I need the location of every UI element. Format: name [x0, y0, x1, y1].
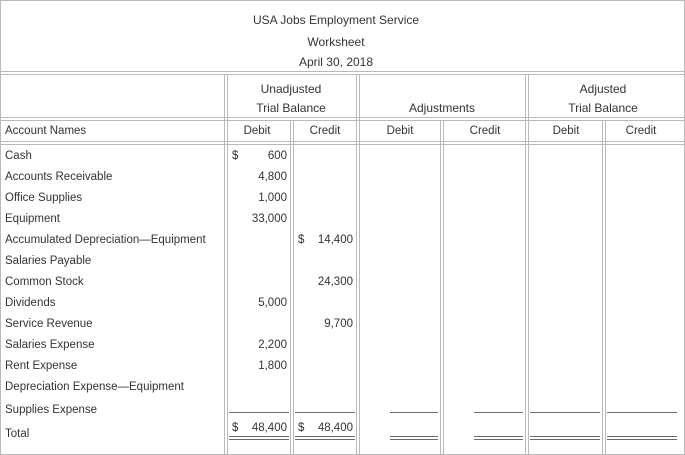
frame-left: [0, 0, 1, 455]
col-sep: [359, 74, 360, 455]
column-header-divider-2: [0, 144, 685, 145]
col-sep: [528, 74, 529, 455]
account-name: Dividends: [5, 297, 56, 309]
col-sep: [440, 120, 441, 455]
currency-symbol: $: [298, 234, 305, 246]
column-header-adjustments-debit: Debit: [386, 125, 414, 137]
unadjusted-credit-value: 14,400: [317, 234, 353, 246]
account-name: Service Revenue: [5, 318, 93, 330]
unadjusted-credit-value: 9,700: [324, 318, 353, 330]
column-header-account-names: Account Names: [5, 125, 87, 137]
header-divider-2: [0, 74, 685, 75]
currency-symbol: $: [298, 422, 305, 434]
column-header-adjustments-credit: Credit: [469, 125, 501, 137]
double-rule: [474, 436, 523, 437]
double-rule: [295, 439, 355, 440]
adjusted-label-2: Trial Balance: [568, 101, 638, 115]
column-header-unadjusted-debit: Debit: [243, 125, 271, 137]
group-divider-2: [0, 120, 685, 121]
double-rule: [229, 436, 289, 437]
account-name: Rent Expense: [5, 360, 78, 372]
double-rule: [474, 439, 523, 440]
account-name: Accounts Receivable: [5, 171, 113, 183]
total-rule: [390, 412, 438, 413]
col-sep: [290, 120, 291, 455]
unadjusted-label-1: Unadjusted: [260, 82, 322, 96]
double-rule: [607, 436, 677, 437]
group-divider: [0, 117, 685, 118]
unadjusted-debit-value: 4,800: [258, 171, 287, 183]
double-rule: [530, 439, 600, 440]
unadjusted-credit-value: 24,300: [317, 276, 353, 288]
unadjusted-debit-value: 33,000: [251, 213, 287, 225]
total-rule: [530, 412, 600, 413]
double-rule: [295, 436, 355, 437]
company-name: USA Jobs Employment Service: [252, 13, 420, 27]
unadjusted-label-2: Trial Balance: [256, 101, 326, 115]
account-name: Salaries Expense: [5, 339, 95, 351]
total-credit-value: 48,400: [317, 422, 353, 434]
adjustments-label: Adjustments: [408, 101, 476, 115]
double-rule: [229, 439, 289, 440]
total-rule: [474, 412, 523, 413]
total-rule: [607, 412, 677, 413]
col-sep: [224, 74, 225, 455]
account-name: Common Stock: [5, 276, 84, 288]
frame-top: [0, 0, 685, 1]
col-sep: [293, 120, 294, 455]
document-title: Worksheet: [307, 35, 365, 49]
account-name: Office Supplies: [5, 192, 83, 204]
unadjusted-debit-value: 600: [267, 150, 287, 162]
account-name: Cash: [5, 150, 32, 162]
col-sep: [356, 74, 357, 455]
currency-symbol: $: [232, 422, 239, 434]
col-sep: [443, 120, 444, 455]
double-rule: [390, 439, 438, 440]
column-header-adjusted-credit: Credit: [625, 125, 657, 137]
account-name: Equipment: [5, 213, 60, 225]
double-rule: [607, 439, 677, 440]
account-name: Depreciation Expense—Equipment: [5, 381, 184, 393]
document-date: April 30, 2018: [298, 55, 374, 69]
column-header-divider: [0, 141, 685, 142]
account-name: Salaries Payable: [5, 255, 92, 267]
column-header-unadjusted-credit: Credit: [309, 125, 341, 137]
col-sep: [227, 74, 228, 455]
col-sep: [602, 120, 603, 455]
header-divider: [0, 71, 685, 72]
unadjusted-debit-value: 2,200: [258, 339, 287, 351]
col-sep: [605, 120, 606, 455]
total-debit-value: 48,400: [251, 422, 287, 434]
unadjusted-debit-value: 1,000: [258, 192, 287, 204]
col-sep: [525, 74, 526, 455]
total-rule: [295, 412, 355, 413]
unadjusted-debit-value: 5,000: [258, 297, 287, 309]
unadjusted-debit-value: 1,800: [258, 360, 287, 372]
account-name: Accumulated Depreciation—Equipment: [5, 234, 206, 246]
total-rule: [229, 412, 289, 413]
account-name: Supplies Expense: [5, 404, 98, 416]
double-rule: [530, 436, 600, 437]
currency-symbol: $: [232, 150, 239, 162]
adjusted-label-1: Adjusted: [579, 82, 627, 96]
column-header-adjusted-debit: Debit: [552, 125, 580, 137]
double-rule: [390, 436, 438, 437]
total-label: Total: [5, 428, 30, 440]
